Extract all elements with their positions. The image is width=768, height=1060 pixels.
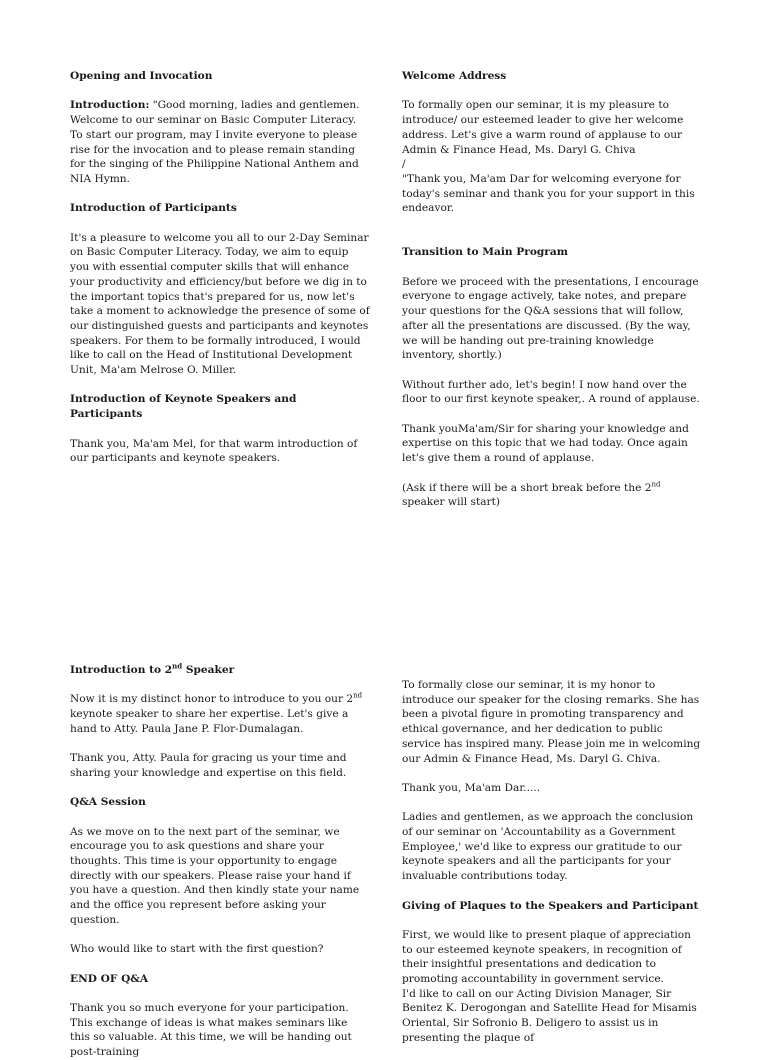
break-note-pre: (Ask if there will be a short break before the 2 [402,481,652,494]
break-note-sup: nd [651,480,661,489]
welcome-text: To formally open our seminar, it is my pleasure to introduce/ our esteemed leader to give her welcome address. Let's give a warm round of applause to our Admin & Finance Head, Ms. Daryl G. Chiva [402,99,684,156]
second-text-pre: Now it is my distinct honor to introduce to you our 2 [70,693,354,706]
introduction-text: "Good morning, ladies and gentlemen. Welcome to our seminar on Basic Computer Literacy. [70,99,360,127]
qa-heading: Q&A Session [70,796,146,809]
opening-heading: Opening and Invocation [70,70,213,82]
second-text-post: keynote speaker to share her expertise. Let's give a hand to Atty. Paula Jane P. Flor-Dumalagan. [70,708,349,735]
transition-text-2: Without further ado, let's begin! I now hand over the floor to our first keynote speaker,. A round of applause. [402,378,700,406]
end-qa-text: Thank you so much everyone for your participation. This exchange of ideas is what makes seminars like this so valuable. At this time, we will be handing out post-training [70,1002,352,1059]
keynote-text: Thank you, Ma'am Mel, for that warm introduction of our participants and keynote speakers. [70,437,358,465]
second-heading-pre: Introduction to 2 [70,664,173,676]
plaques-text-2: I'd like to call on our Acting Division Manager, Sir Benitez K. Derogongan and Satellite Head for Misamis Oriental, Sir Sofronio B. Deligero to assist us in presenting the plaque of [402,987,697,1044]
closing-text: To formally close our seminar, it is my honor to introduce our speaker for the closing remarks. She has been a pivotal figure in promoting transparency and ethical governance, and her dedication to public service has inspired many. Please join me in welcoming our Admin & Finance Head, Ms. Daryl G. Chiva. [402,679,701,765]
participants-heading: Introduction of Participants [70,202,237,215]
keynote-heading: Introduction of Keynote Speakers and Participants [70,393,297,421]
second-heading-post: Speaker [182,664,235,676]
introduction-label: Introduction: [70,99,150,112]
conclusion-text: Ladies and gentlemen, as we approach the conclusion of our seminar on 'Accountability as a Government Employee,' we'd like to express our gratitude to our keynote speakers and all the participants for your invaluable contributions today. [402,811,694,883]
section-welcome-column [402,69,702,510]
introduction-paragraph [70,98,370,127]
second-speaker-text [70,692,370,736]
section-opening-column [70,69,370,466]
break-note-post: speaker will start) [402,496,500,509]
welcome-heading: Welcome Address [402,70,507,82]
introduction-text-2: To start our program, may I invite everyone to please rise for the invocation and to please remain standing for the singing of the Philippine National Anthem and NIA Hymn. [70,128,359,185]
section-closing-column [402,678,702,1046]
second-speaker-thanks: Thank you, Atty. Paula for gracing us your time and sharing your knowledge and expertise on this field. [70,752,347,779]
plaques-heading: Giving of Plaques to the Speakers and Participant [402,899,699,912]
qa-text: As we move on to the next part of the seminar, we encourage you to ask questions and share your thoughts. This time is your opportunity to engage directly with our speakers. Please raise your hand if you have a question. And then kindly state your name and the office you represent before asking your question. [70,825,360,926]
welcome-thanks: "Thank you, Ma'am Dar for welcoming everyone for today's seminar and thank you for your support in this endeavor. [402,172,695,215]
section-second-speaker-column [70,663,370,1060]
second-text-sup: nd [353,691,363,700]
transition-text-3: Thank youMa'am/Sir for sharing your knowledge and expertise on this topic that we had today. Once again let's give them a round of applause. [402,422,689,465]
second-heading-sup: nd [172,661,183,671]
second-speaker-heading [70,663,370,678]
closing-thanks: Thank you, Ma'am Dar..... [402,781,541,794]
end-qa-heading: END OF Q&A [70,972,149,985]
plaques-text: First, we would like to present plaque of appreciation to our esteemed keynote speakers, in recognition of their insightful presentations and dedication to promoting accountability in government service. [402,928,691,985]
transition-text: Before we proceed with the presentations, I encourage everyone to engage actively, take notes, and prepare your questions for the Q&A sessions that will follow, after all the presentations are discussed. (By the way, we will be handing out pre-training knowledge inventory, shortly.) [402,275,699,362]
break-note [402,481,702,510]
welcome-slash: / [402,158,406,171]
qa-question: Who would like to start with the first question? [70,943,324,956]
transition-heading: Transition to Main Program [402,246,568,259]
participants-text: It's a pleasure to welcome you all to our 2-Day Seminar on Basic Computer Literacy. Today, we aim to equip you with essential computer skills that will enhance your productivity and efficiency/but before we dig in to the important topics that's prepared for us, now let's take a moment to acknowledge the presence of some of our distinguished guests and participants and keynotes speakers. For them to be formally introduced, I would like to call on the Head of Institutional Development Unit, Ma'am Melrose O. Miller. [70,231,370,377]
